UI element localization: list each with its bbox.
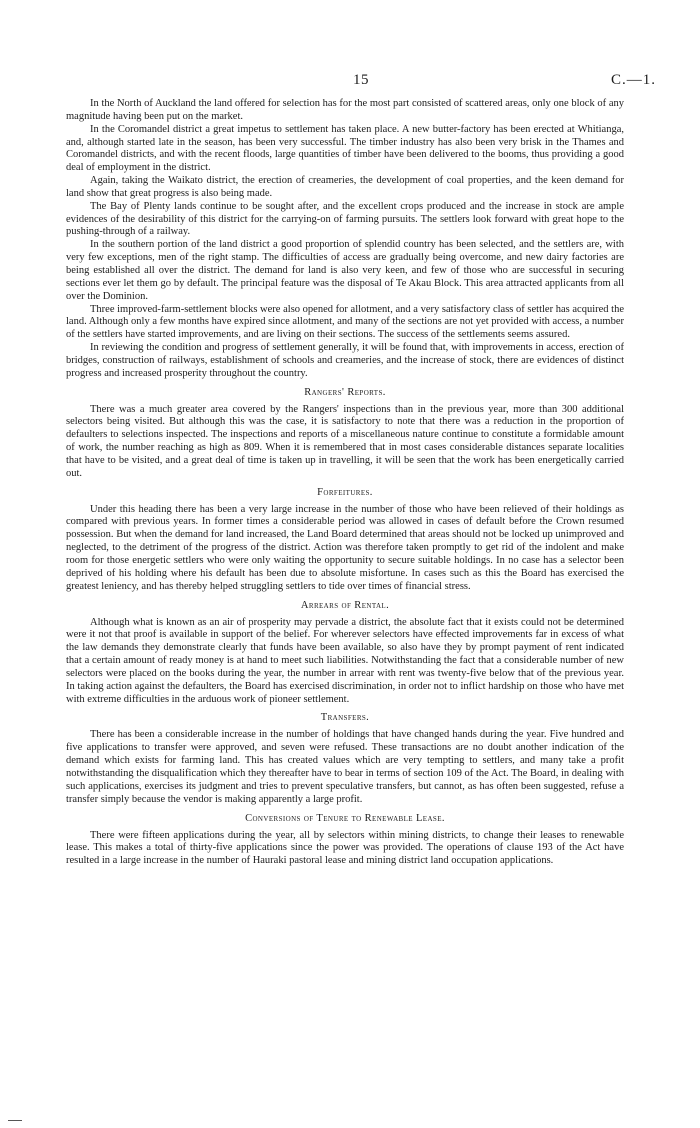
paragraph: There was a much greater area covered by the Rangers' inspections than in the previous year, more than 300 additional selectors being visited. But although this was the case, it is satisfactory to note that there was a reduction in the proportion of defaulters to selections inspected. The inspections and reports of a miscellaneous nature continue to constitute a formidable amount of work, the number reaching as high as 809. When it is remembered that in most cases considerable distances separate localities that have to be visited, and a great deal of time is taken up in travelling, it will be seen that the work has been energetically carried out. xyxy=(66,403,624,479)
paragraph: In the North of Auckland the land offered for selection has for the most part consisted of scattered areas, only one block of any magnitude having been put on the market. xyxy=(66,98,624,122)
page-number: 15 xyxy=(353,72,369,88)
paragraph: In reviewing the condition and progress of settlement generally, it will be found that, with improvements in access, erection of bridges, construction of railways, establishment of schools and creameries, and the increase of stock, there are evidences of distinct progress and increased prosperity throughout the country. xyxy=(66,342,624,379)
paragraph: Although what is known as an air of prosperity may pervade a district, the absolute fact that it exists could not be determined were it not that proof is available in support of the belief. For wherever selectors have effected improvements far in excess of what the law demands they demonstrate clearly that funds have been available, so also have they by prompt payment of rent indicated that a certain amount of ready money is at hand to meet such liabilities. Notwithstanding the fact that a considerable number of new selectors were placed on the books during the year, the number in arrear with rent was twenty-five below that of the previous year. In taking action against the defaulters, the Board has exercised discrimination, in order not to inflict hardship on those who have met with extreme difficulties in the arduous work of pioneer settlement. xyxy=(66,616,624,705)
section-heading: Rangers' Reports. xyxy=(304,386,386,398)
section-heading: Arrears of Rental. xyxy=(300,599,390,611)
section-rangers-reports xyxy=(66,387,624,481)
paragraph: The Bay of Plenty lands continue to be sought after, and the excellent crops produced and the increase in stock are ample evidences of the desirability of this district for the carrying-on of farming pursuits. The settlers look forward with great hope to the pushing-through of a railway. xyxy=(66,200,624,238)
section-arrears-of-rental xyxy=(66,600,624,707)
paragraph: In the Coromandel district a great impetus to settlement has taken place. A new butter-factory has been erected at Whitianga, and, although started late in the season, has been very successful. The timber industry has also been very brisk in the Thames and Coromandel districts, and with the recent floods, large quantities of timber have been delivered to the booms, thus providing a good deal of employment in the district. xyxy=(66,123,624,174)
section-conversions-of-tenure xyxy=(66,813,624,869)
page-header xyxy=(66,72,656,90)
section-heading: Transfers. xyxy=(320,712,370,724)
paragraph: There were fifteen applications during the year, all by selectors within mining districts, to change their leases to renewable lease. This makes a total of thirty-five applications since the power was provided. The operations of clause 193 of the Act have resulted in a large increase in the number of Hauraki pastoral lease and mining district land occupation applications. xyxy=(66,829,624,867)
paragraph: Three improved-farm-settlement blocks were also opened for allotment, and a very satisfactory class of settler has acquired the land. Although only a few months have expired since allotment, and many of the sections are not yet provided with access, a number of the settlers have started improvements, and are living on their sections. The success of the settlements seems assured. xyxy=(66,303,624,341)
section-heading: Conversions of Tenure to Renewable Lease. xyxy=(245,812,445,824)
document-reference: C.—1. xyxy=(610,72,656,88)
paragraph: There has been a considerable increase in the number of holdings that have changed hands during the year. Five hundred and five applications to transfer were approved, and seven were refused. These transactions are no doubt another indication of the demand which exists for farming land. This has created values which are very tempting to settlers, and many take a profit notwithstanding the disqualification which they thereafter have to bear in terms of section 109 of the Act. The Board, in dealing with such applications, exercises its judgment and tries to prevent speculative transfers, but cannot, as has often been suggested, refuse a transfer simply because the vendor is making apparently a large profit. xyxy=(66,729,624,805)
section-heading: Forfeitures. xyxy=(317,486,373,498)
section-forfeitures xyxy=(66,487,624,594)
paragraph: Under this heading there has been a very large increase in the number of those who have been relieved of their holdings as compared with previous years. In former times a considerable period was allowed in cases of default before the Crown resumed possession. But when the demand for land increased, the Land Board determined that areas should not be locked up unimproved and neglected, to the detriment of the progress of the district. Action was therefore taken promptly to get rid of the indolent and make room for those energetic settlers who were only waiting the opportunity to secure suitable holdings. In no case has a selector been deprived of his holding where his default has been due to absolute misfortune. In cases such as this the Board has exercised the greatest leniency, and has thereby helped struggling settlers to tide over times of financial stress. xyxy=(66,503,624,592)
margin-mark xyxy=(8,1120,22,1121)
paragraph: In the southern portion of the land district a good proportion of splendid country has been selected, and the settlers are, with very few exceptions, men of the right stamp. The difficulties of access are gradually being overcome, and new dairy factories are being established all over the district. The demand for land is also very keen, and few of those who are successful in securing sections ever let them go by default. The principal feature was the disposal of Te Akau Block. This area attracted applicants from all over the Dominion. xyxy=(66,239,624,302)
body-text xyxy=(66,98,624,868)
paragraph: Again, taking the Waikato district, the erection of creameries, the development of coal properties, and the keen demand for land show that great progress is also being made. xyxy=(66,175,624,199)
section-transfers xyxy=(66,712,624,806)
